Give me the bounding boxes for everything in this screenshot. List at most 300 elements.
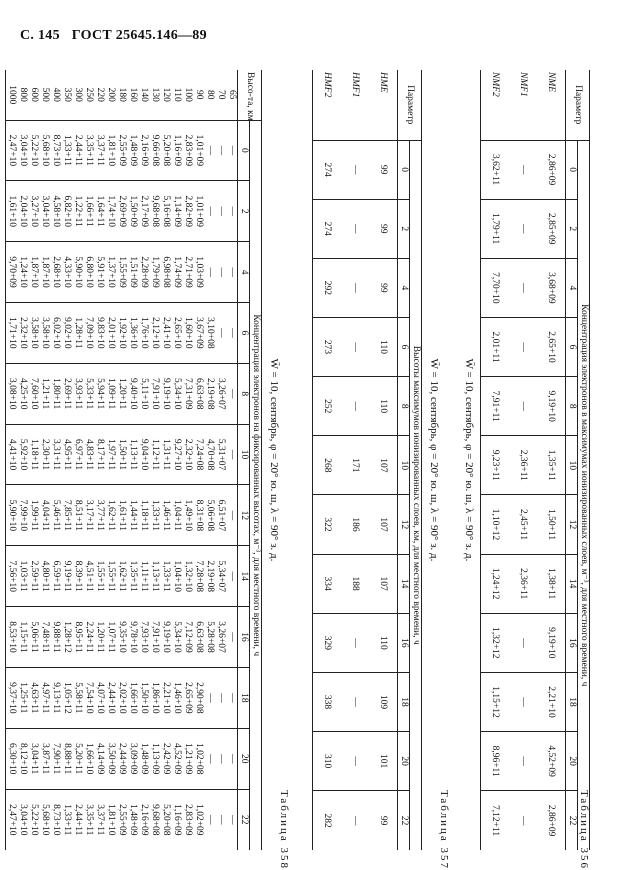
table-cell: 1,46+10	[171, 667, 182, 728]
table-cell: 1,62+11	[105, 485, 116, 546]
table-cell: 1,33+11	[61, 789, 72, 850]
table-cell: 9,83+10	[94, 302, 105, 363]
table-cell: 8,73+10	[50, 120, 61, 181]
hour-header: 18	[566, 672, 578, 731]
table-cell: 3,35+11	[83, 120, 94, 181]
table-cell: —	[341, 613, 369, 672]
table-row	[116, 70, 127, 850]
table-cell: 1,01+09	[193, 181, 204, 242]
table-cell: 3,67+09	[193, 302, 204, 363]
table-cell: 4,70+08	[204, 424, 215, 485]
table-cell: 2,45+11	[509, 495, 537, 554]
hour-header: 2	[398, 199, 410, 258]
table-cell: 3,62+11	[481, 140, 510, 199]
table-cell: 188	[341, 554, 369, 613]
table-cell: 1,79+11	[481, 199, 510, 258]
table-cell: 274	[313, 199, 342, 258]
table-cell: 2,01+11	[481, 317, 510, 376]
table-cell: 110	[369, 317, 398, 376]
table-cell: 4,80+11	[39, 546, 50, 607]
table-cell: 4,52+09	[171, 728, 182, 789]
table-cell: 310	[313, 732, 342, 791]
table-cell: 1,21+09	[182, 728, 193, 789]
table-cell: 8,12+10	[17, 728, 28, 789]
table-cell: 8,17+11	[94, 424, 105, 485]
param-name: HMF1	[350, 72, 361, 98]
table-cell: 5,46+11	[50, 485, 61, 546]
table-cell: 322	[313, 495, 342, 554]
table-cell: 5,91+10	[94, 242, 105, 303]
group-header: Концентрация электронов на фиксированных высотах, м⁻³, для местного времени, ч	[250, 120, 262, 850]
table-cell: 1,79+09	[149, 242, 160, 303]
height-header: Высо-та, км	[238, 70, 262, 120]
table-cell: 5,28+08	[204, 607, 215, 668]
table-cell: 5,34+07	[215, 546, 226, 607]
table-cell: 5,90+10	[6, 485, 18, 546]
table-cell: 1,02+09	[193, 789, 204, 850]
table-cell: 5,90+10	[72, 242, 83, 303]
table-cell: 9,19+10	[537, 377, 566, 436]
table-cell: —	[341, 672, 369, 731]
table-cell: 5,22+10	[28, 789, 39, 850]
table-cell: 4,07+10	[94, 667, 105, 728]
table-cell: 338	[313, 672, 342, 731]
table-cell: 274	[313, 140, 342, 199]
param-name: HME	[378, 72, 389, 93]
table-356-label: Таблица 356	[578, 789, 590, 870]
table-cell: —	[226, 728, 238, 789]
height-value: 800	[18, 87, 28, 102]
table-cell: 1,99+11	[28, 485, 39, 546]
hour-header: 14	[238, 546, 250, 607]
table-cell: 268	[313, 436, 342, 495]
table-cell: —	[509, 317, 537, 376]
table-cell: 9,66+08	[149, 120, 160, 181]
table-cell: 1,74+10	[105, 181, 116, 242]
table-cell: —	[215, 181, 226, 242]
table-row	[509, 70, 537, 850]
table-cell: 2,59+11	[28, 546, 39, 607]
table-cell: 7,91+10	[149, 607, 160, 668]
table-cell: 1,07+11	[105, 607, 116, 668]
table-cell: 1,49+10	[182, 485, 193, 546]
table-cell: 5,68+10	[39, 789, 50, 850]
table-cell: 1,87+10	[39, 242, 50, 303]
table-cell: 2,32+10	[17, 302, 28, 363]
table-cell: 5,31+07	[215, 424, 226, 485]
hour-header: 2	[566, 199, 578, 258]
table-cell: 2,55+09	[116, 120, 127, 181]
table-cell: 1,48+09	[127, 789, 138, 850]
table-cell: 1,87+10	[28, 242, 39, 303]
table-cell: —	[226, 181, 238, 242]
table-cell: 7,12+11	[481, 791, 510, 850]
table-cell: 7,24+08	[193, 424, 204, 485]
table-cell: —	[204, 120, 215, 181]
hour-header: 12	[566, 495, 578, 554]
hour-header: 6	[238, 302, 250, 363]
hour-header: 16	[566, 613, 578, 672]
table-cell: 3,08+10	[6, 363, 18, 424]
table-row	[226, 70, 238, 850]
height-value: 220	[95, 87, 105, 102]
table-cell: 6,30+10	[6, 728, 18, 789]
table-cell: 1,60+10	[182, 302, 193, 363]
table-row	[537, 70, 566, 850]
hour-header: 22	[398, 791, 410, 850]
table-cell: 6,98+08	[160, 242, 171, 303]
table-cell: 5,92+10	[17, 424, 28, 485]
table-cell: 1,33+11	[149, 485, 160, 546]
table-cell: —	[509, 791, 537, 850]
table-cell: 2,36+11	[509, 554, 537, 613]
table-cell: 2,01+10	[105, 302, 116, 363]
group-header: Концентрация электронов в максимумах ионизированных слоев, м⁻³, для местного времени, ч	[578, 140, 590, 850]
table-cell: 5,34+10	[171, 607, 182, 668]
table-cell: 9,35+10	[116, 607, 127, 668]
param-name: NMF1	[518, 72, 529, 97]
table-cell: 1,48+09	[127, 120, 138, 181]
table-cell: 9,19+10	[537, 613, 566, 672]
table-cell: 329	[313, 613, 342, 672]
table-cell: 3,04+10	[39, 181, 50, 242]
table-cell: 1,48+09	[138, 728, 149, 789]
table-cell: 5,11+10	[138, 363, 149, 424]
hour-header: 18	[398, 672, 410, 731]
hour-header: 16	[238, 607, 250, 668]
table-cell: —	[226, 120, 238, 181]
table-cell: 2,44+09	[116, 728, 127, 789]
table-cell: 1,03+09	[193, 242, 204, 303]
table-cell: 252	[313, 377, 342, 436]
table-cell: 7,85+11	[61, 485, 72, 546]
hour-header: 6	[566, 317, 578, 376]
table-cell: 6,02+10	[50, 302, 61, 363]
table-cell: 3,37+11	[94, 120, 105, 181]
param-name: NME	[546, 72, 557, 93]
table-357-label: Таблица 357	[438, 789, 450, 870]
table-cell: 7,99+10	[17, 485, 28, 546]
table-cell: 1,33+11	[61, 120, 72, 181]
table-cell: 1,32+12	[481, 613, 510, 672]
table-cell: 9,40+10	[127, 363, 138, 424]
hour-header: 14	[566, 554, 578, 613]
hour-header: 20	[566, 732, 578, 791]
table-356	[480, 70, 590, 850]
table-cell: 1,92+10	[116, 302, 127, 363]
table-cell: —	[226, 667, 238, 728]
table-row	[17, 70, 28, 850]
table-cell: 6,59+11	[50, 546, 61, 607]
table-cell: 1,20+11	[116, 363, 127, 424]
standard-code: ГОСТ 25645.146—89	[71, 28, 207, 43]
table-cell: 1,50+10	[138, 667, 149, 728]
table-cell: 3,37+11	[94, 789, 105, 850]
table-cell: 2,28+09	[138, 242, 149, 303]
table-cell: 3,17+11	[83, 485, 94, 546]
table-row	[6, 70, 18, 850]
table-row	[50, 70, 61, 850]
table-cell: 4,04+11	[39, 485, 50, 546]
hour-header: 10	[398, 436, 410, 495]
hour-header: 22	[238, 789, 250, 850]
table-cell: 2,47+10	[6, 789, 18, 850]
table-cell: 9,37+10	[6, 667, 18, 728]
table-cell: —	[509, 613, 537, 672]
table-row	[160, 70, 171, 850]
group-header: Высоты максимумов ионизированных слоев, км, для местного времени, ч	[410, 140, 422, 850]
table-cell: —	[226, 242, 238, 303]
table-cell: 8,73+10	[50, 789, 61, 850]
table-cell: 282	[313, 791, 342, 850]
table-cell: 7,91+11	[481, 377, 510, 436]
table-cell: —	[226, 607, 238, 668]
table-cell: 1,50+11	[116, 424, 127, 485]
table-cell: 2,83+09	[182, 789, 193, 850]
hour-header: 20	[238, 728, 250, 789]
table-cell: 2,12+10	[149, 302, 160, 363]
table-358-title: W̄ = 10, сентябрь, φ = 20° ю. ш, λ = 90° з. д.	[268, 358, 280, 562]
table-cell: 1,81+10	[105, 120, 116, 181]
table-row	[61, 70, 72, 850]
table-row	[72, 70, 83, 850]
table-cell: 6,51+07	[215, 485, 226, 546]
table-cell: 7,60+10	[28, 363, 39, 424]
table-cell: 1,80+11	[50, 363, 61, 424]
table-cell: 1,35+11	[127, 546, 138, 607]
table-cell: 7,12+09	[182, 607, 193, 668]
table-cell: —	[341, 377, 369, 436]
height-value: 400	[51, 87, 61, 102]
table-cell: 1,09+11	[105, 363, 116, 424]
table-cell: 334	[313, 554, 342, 613]
table-cell: —	[204, 242, 215, 303]
table-cell: 3,26+07	[215, 363, 226, 424]
table-cell: 1,31+11	[160, 424, 171, 485]
table-cell: 9,19+10	[160, 363, 171, 424]
table-cell: 1,37+10	[105, 242, 116, 303]
table-cell: 2,65+09	[182, 667, 193, 728]
table-cell: 1,04+11	[171, 485, 182, 546]
table-cell: 1,76+10	[138, 302, 149, 363]
table-cell: —	[509, 199, 537, 258]
table-row	[105, 70, 116, 850]
table-cell: 2,71+09	[182, 242, 193, 303]
table-cell: 110	[369, 613, 398, 672]
table-cell: 9,04+10	[138, 424, 149, 485]
table-cell: 1,55+11	[105, 546, 116, 607]
table-cell: 1,18+11	[28, 424, 39, 485]
table-356-title: W̄ = 10, сентябрь, φ = 20° ю. ш, λ = 90° з. д.	[463, 358, 475, 562]
table-cell: —	[226, 546, 238, 607]
table-357	[312, 70, 422, 850]
table-cell: 4,97+11	[39, 667, 50, 728]
table-cell: 4,25+10	[17, 363, 28, 424]
table-cell: 9,19+10	[160, 607, 171, 668]
table-cell: 6,63+08	[193, 363, 204, 424]
table-cell: 1,22+11	[72, 181, 83, 242]
height-value: 350	[62, 87, 72, 102]
table-cell: 3,58+10	[28, 302, 39, 363]
height-value: 1000	[6, 70, 18, 120]
table-cell: 1,35+11	[537, 436, 566, 495]
table-cell: —	[509, 377, 537, 436]
table-cell: —	[341, 317, 369, 376]
table-cell: 5,06+11	[28, 607, 39, 668]
table-row	[204, 70, 215, 850]
table-cell: 1,04+10	[171, 546, 182, 607]
table-row	[149, 70, 160, 850]
table-cell: 3,50+09	[105, 728, 116, 789]
hour-header: 12	[238, 485, 250, 546]
hour-header: 4	[238, 242, 250, 303]
table-cell: 2,90+08	[193, 667, 204, 728]
table-cell: —	[341, 258, 369, 317]
table-row	[83, 70, 94, 850]
table-cell: 2,17+09	[138, 181, 149, 242]
table-cell: 3,31+11	[50, 424, 61, 485]
table-cell: 7,91+10	[149, 363, 160, 424]
table-cell: 1,24+12	[481, 554, 510, 613]
table-cell: 1,15+12	[481, 672, 510, 731]
table-cell: 7,90+11	[50, 728, 61, 789]
table-cell: —	[204, 181, 215, 242]
table-cell: 109	[369, 672, 398, 731]
table-cell: 7,09+10	[83, 302, 94, 363]
table-cell: 9,70+09	[6, 242, 18, 303]
table-cell: 3,93+11	[72, 363, 83, 424]
table-cell: 1,12+11	[149, 424, 160, 485]
table-cell: —	[204, 789, 215, 850]
height-value: 600	[29, 87, 39, 102]
table-cell: 1,55+09	[116, 242, 127, 303]
table-358-label: Таблица 358	[278, 789, 290, 870]
table-cell: 6,97+11	[72, 424, 83, 485]
table-cell: 99	[369, 791, 398, 850]
table-cell: 5,20+11	[72, 728, 83, 789]
table-cell: 1,14+09	[171, 181, 182, 242]
table-cell: 5,68+10	[39, 120, 50, 181]
table-cell: 1,25+11	[17, 667, 28, 728]
hour-header: 8	[398, 377, 410, 436]
table-cell: 107	[369, 554, 398, 613]
table-cell: 1,66+10	[127, 667, 138, 728]
table-cell: 7,70+10	[481, 258, 510, 317]
table-cell: —	[226, 363, 238, 424]
table-cell: 8,31+08	[193, 485, 204, 546]
table-cell: 1,13+09	[149, 728, 160, 789]
table-cell: 1,15+11	[17, 607, 28, 668]
table-358	[5, 70, 262, 850]
table-cell: 2,82+09	[182, 181, 193, 242]
table-cell: 3,26+07	[215, 607, 226, 668]
table-row	[171, 70, 182, 850]
table-cell: 9,27+10	[171, 424, 182, 485]
table-cell: 7,28+08	[193, 546, 204, 607]
table-cell: 3,77+11	[94, 485, 105, 546]
table-cell: 2,86+09	[537, 140, 566, 199]
table-cell: 4,58+10	[50, 181, 61, 242]
param-header: Параметр	[566, 70, 590, 140]
table-cell: 1,10+12	[481, 495, 510, 554]
table-cell: —	[215, 667, 226, 728]
table-cell: 2,02+10	[116, 667, 127, 728]
table-cell: 5,22+10	[28, 120, 39, 181]
table-cell: 1,44+11	[127, 485, 138, 546]
height-value: 140	[139, 87, 149, 102]
table-cell: 4,83+11	[83, 424, 94, 485]
table-cell: 2,30+11	[39, 424, 50, 485]
table-cell: 7,48+11	[39, 607, 50, 668]
table-cell: 292	[313, 258, 342, 317]
table-cell: 2,21+10	[537, 672, 566, 731]
table-cell: 3,04+10	[17, 120, 28, 181]
table-cell: 1,51+09	[127, 242, 138, 303]
table-cell: —	[509, 258, 537, 317]
hour-header: 0	[566, 140, 578, 199]
table-cell: 110	[369, 377, 398, 436]
table-cell: 3,27+10	[28, 181, 39, 242]
table-cell: 7,93+10	[138, 607, 149, 668]
table-row	[193, 70, 204, 850]
table-cell: 2,86+09	[537, 791, 566, 850]
table-cell: —	[226, 485, 238, 546]
page-number: С. 145	[20, 28, 60, 43]
table-row	[28, 70, 39, 850]
table-cell: 1,46+11	[160, 485, 171, 546]
table-cell: 1,38+11	[537, 554, 566, 613]
table-cell: 1,97+11	[105, 424, 116, 485]
table-cell: 1,61+10	[6, 181, 18, 242]
table-cell: 1,28+11	[72, 302, 83, 363]
table-cell: 2,55+09	[116, 789, 127, 850]
table-cell: 99	[369, 258, 398, 317]
height-value: 110	[172, 87, 182, 102]
hour-header: 18	[238, 667, 250, 728]
table-cell: 4,95+11	[61, 424, 72, 485]
table-cell: 9,19+11	[61, 546, 72, 607]
table-cell: 107	[369, 436, 398, 495]
table-cell: —	[204, 667, 215, 728]
table-cell: 1,55+11	[94, 546, 105, 607]
table-cell: —	[509, 140, 537, 199]
hour-header: 8	[566, 377, 578, 436]
table-cell: 1,36+10	[127, 302, 138, 363]
height-value: 130	[150, 87, 160, 102]
table-cell: 2,16+09	[138, 789, 149, 850]
table-row	[39, 70, 50, 850]
table-cell: 4,41+10	[6, 424, 18, 485]
param-name: NMF2	[481, 70, 510, 140]
table-cell: 8,53+10	[6, 607, 18, 668]
height-value: 65	[227, 90, 237, 100]
table-cell: 2,69+11	[61, 363, 72, 424]
table-cell: 1,50+11	[537, 495, 566, 554]
table-cell: 107	[369, 495, 398, 554]
height-value: 160	[128, 87, 138, 102]
table-cell: 3,10+08	[204, 302, 215, 363]
table-cell: 8,95+11	[72, 607, 83, 668]
table-cell: 9,78+10	[127, 607, 138, 668]
table-cell: 2,44+11	[72, 789, 83, 850]
table-cell: 8,39+11	[72, 546, 83, 607]
table-cell: 1,86+10	[149, 667, 160, 728]
hour-header: 0	[238, 120, 250, 181]
page-header	[20, 28, 207, 44]
table-cell: 5,06+08	[204, 485, 215, 546]
table-cell: —	[226, 789, 238, 850]
table-cell: 2,19+08	[204, 546, 215, 607]
